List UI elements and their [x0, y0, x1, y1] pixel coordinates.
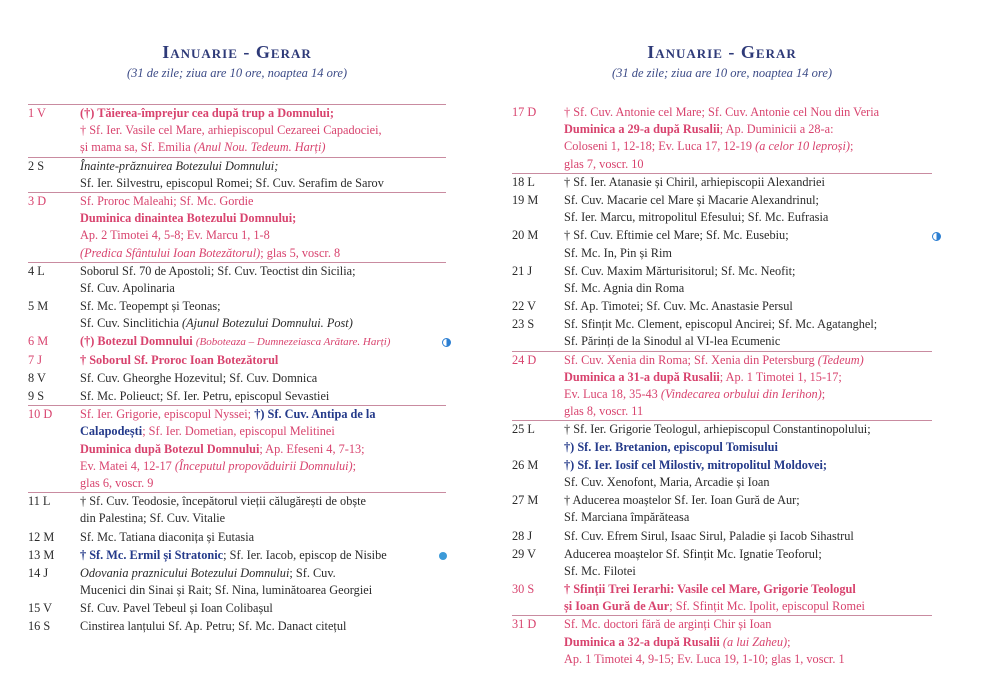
day-entry-22 [512, 298, 932, 316]
day-label: 16 S [28, 619, 51, 634]
entry-text: Sf. Cuv. Apolinaria [80, 280, 175, 295]
day-label: 7 J [28, 352, 43, 367]
entry-text: glas 8, voscr. 11 [564, 404, 644, 419]
day-label: 19 M [512, 192, 539, 207]
entry-text: Sf. Mc. Filotei [564, 563, 636, 578]
entry-text: †) Sf. Ier. Iosif cel Milostiv, mitropolitul Moldovei; [564, 457, 827, 472]
entry-note: (Vindecarea orbului din Ierihon) [660, 387, 822, 401]
day-label: 24 D [512, 352, 537, 367]
entry-text: Sf. Cuv. Xenia din Roma; Sf. Xenia din Petersburg [564, 352, 818, 367]
day-label: 20 M [512, 228, 539, 243]
entry-text: ; Sf. Cuv. [289, 565, 336, 580]
entry-text: Sf. Sfințit Mc. Clement, episcopul Ancirei; Sf. Mc. Agatanghel; [564, 317, 878, 332]
entry-text: Duminica dinaintea Botezului Domnului; [80, 211, 297, 226]
day-label: 26 M [512, 457, 539, 472]
entry-text: glas 6, voscr. 9 [80, 475, 154, 490]
entry-text: și Ioan Gură de Aur [564, 599, 670, 614]
left-month-title: Ianuarie - Gerar [162, 42, 312, 62]
entry-text: Sf. Mc. In, Pin și Rim [564, 245, 672, 260]
day-entry-30 [512, 581, 932, 616]
day-label: 3 D [28, 193, 47, 208]
entry-text: ; [821, 387, 826, 401]
entry-text: Ev. Luca 18, 35-43 [564, 387, 661, 401]
day-label: 28 J [512, 528, 533, 543]
entry-text: † Soborul Sf. Proroc Ioan Botezătorul [80, 352, 279, 367]
entry-text: Sf. Cuv. Macarie cel Mare și Macarie Alexandrinul; [564, 192, 819, 207]
entry-note: (Începutul propovăduirii Domnului) [174, 458, 353, 473]
entry-text: †) Sf. Ier. Bretanion, episcopul Tomisului [564, 439, 778, 454]
entry-text: Duminica după Botezul Domnului [80, 441, 260, 456]
entry-note: (Boboteaza – Dumnezeiasca Arătare. Harți) [195, 336, 391, 349]
entry-text: ; Ap. Efeseni 4, 7-13; [259, 441, 365, 456]
day-label: 30 S [512, 582, 535, 597]
entry-text: Duminica a 32-a după Rusalii [564, 634, 723, 649]
entry-text: †) Sf. Cuv. Antipa de la [254, 407, 376, 422]
entry-text: Sf. Mc. doctori fără de arginți Chir și Ioan [564, 617, 772, 632]
entry-text: Sf. Ier. Silvestru, episcopul Romei; Sf. Cuv. Serafim de Sarov [80, 175, 384, 190]
entry-text: din Palestina; Sf. Cuv. Vitalie [80, 511, 226, 526]
entry-text: Ev. Matei 4, 12-17 [80, 458, 175, 473]
day-label: 15 V [28, 601, 53, 616]
day-label: 5 M [28, 299, 49, 314]
day-label: 6 M [28, 334, 49, 349]
day-entry-11 [28, 493, 446, 528]
day-entry-10 [28, 406, 446, 493]
day-entry-5 [28, 298, 446, 333]
entry-note: (Ajunul Botezului Domnului. Post) [182, 316, 353, 331]
entry-text: † Sf. Mc. Ermil și Stratonic [80, 547, 224, 562]
day-label: 17 D [512, 105, 537, 119]
entry-note: (a lui Zaheu) [722, 634, 788, 649]
day-label: 18 L [512, 174, 535, 189]
entry-note: (Tedeum) [817, 352, 864, 367]
entry-text: Sf. Proroc Maleahi; Sf. Mc. Gordie [80, 193, 254, 208]
entry-text: ; Sf. Ier. Iacob, episcop de Nisibe [223, 547, 387, 562]
day-entry-1 [28, 104, 446, 158]
day-entry-28 [512, 528, 932, 546]
entry-text: Aducerea moaștelor Sf. Sfințit Mc. Ignatie Teoforul; [564, 546, 822, 561]
day-label: 2 S [28, 158, 45, 173]
entry-text: Sf. Ap. Timotei; Sf. Cuv. Mc. Anastasie Persul [564, 299, 793, 314]
entry-text: ; glas 5, voscr. 8 [260, 245, 341, 260]
entry-text: Ap. 2 Timotei 4, 5-8; Ev. Marcu 1, 1-8 [80, 228, 270, 243]
day-entry-24 [512, 352, 932, 422]
entry-text: Înainte-prăznuirea Botezului Domnului; [80, 158, 279, 173]
day-entry-4 [28, 263, 446, 298]
entry-text: ; [787, 634, 791, 649]
day-entry-27 [512, 492, 932, 527]
entry-text: Sf. Cuv. Maxim Mărturisitorul; Sf. Mc. Neofit; [564, 263, 796, 278]
entry-text: Sf. Cuv. Efrem Sirul, Isaac Sirul, Paladie și Iacob Sihastrul [564, 528, 854, 543]
entry-text: ; Ap. Duminicii a 28-a: [719, 122, 834, 137]
entry-text: glas 7, voscr. 10 [564, 156, 644, 171]
entry-text: Cinstirea lanțului Sf. Ap. Petru; Sf. Mc. Danact citețul [80, 619, 347, 634]
entry-text: ; Ap. 1 Timotei 1, 15-17; [719, 369, 842, 384]
day-label: 8 V [28, 370, 46, 385]
day-label: 9 S [28, 389, 45, 403]
entry-text: ; Sf. Sfințit Mc. Ipolit, episcopul Romei [669, 599, 865, 614]
entry-note: (a celor 10 leproși) [755, 139, 850, 154]
day-entry-26 [512, 457, 932, 492]
entry-text: † Sf. Cuv. Teodosie, începătorul vieții călugărești de obște [80, 494, 366, 509]
entry-note: (Anul Nou. Tedeum. Harți) [193, 140, 326, 155]
entry-text: † Sf. Ier. Atanasie și Chiril, arhiepiscopii Alexandriei [564, 174, 825, 189]
entry-text: și mama sa, Sf. Emilia [80, 140, 194, 155]
entry-text: ; Sf. Ier. Dometian, episcopul Melitinei [142, 424, 335, 439]
entry-text: Sf. Mc. Polieuct; Sf. Ier. Petru, episcopul Sevastiei [80, 389, 330, 403]
entry-text: Sf. Ier. Marcu, mitropolitul Efesului; Sf. Mc. Eufrasia [564, 210, 829, 225]
first-quarter-moon-icon [442, 338, 451, 347]
day-entry-8 [28, 370, 446, 388]
day-label: 23 S [512, 317, 535, 332]
day-entry-3 [28, 193, 446, 263]
entry-text: Duminica a 31-a după Rusalii [564, 369, 720, 384]
entry-note: (Predica Sfântului Ioan Botezătorul) [80, 245, 261, 260]
full-moon-icon [439, 552, 447, 560]
day-label: 12 M [28, 529, 55, 544]
entry-text: Odovania praznicului Botezului Domnului [80, 565, 290, 580]
day-entry-13 [28, 547, 446, 565]
day-entry-21 [512, 263, 932, 298]
entry-text: (†) Tăierea-împrejur cea după trup a Domnului; [80, 106, 334, 120]
day-entry-2 [28, 158, 446, 193]
day-entry-20 [512, 227, 932, 262]
day-label: 13 M [28, 547, 55, 562]
day-label: 11 L [28, 494, 51, 509]
day-entry-9 [28, 388, 446, 406]
entry-text: Sf. Cuv. Xenofont, Maria, Arcadie și Ioan [564, 474, 770, 489]
entry-text: Coloseni 1, 12-18; Ev. Luca 17, 12-19 [564, 139, 756, 154]
day-entry-23 [512, 316, 932, 351]
day-label: 25 L [512, 422, 535, 437]
entry-text: † Sfinții Trei Ierarhi: Vasile cel Mare, Grigorie Teologul [564, 582, 856, 597]
entry-text: Ap. 1 Timotei 4, 9-15; Ev. Luca 19, 1-10; glas 1, voscr. 1 [564, 651, 845, 666]
day-entry-25 [512, 421, 932, 456]
entry-text: Sf. Ier. Grigorie, episcopul Nyssei; [80, 407, 255, 422]
day-label: 14 J [28, 565, 49, 580]
entry-text: (†) Botezul Domnului [80, 334, 196, 349]
day-entry-31 [512, 616, 932, 669]
entry-text: ; [352, 458, 357, 473]
day-label: 1 V [28, 106, 46, 120]
entry-text: Sf. Mc. Teopempt și Teonas; [80, 299, 221, 314]
entry-text: ; [849, 139, 854, 154]
entry-text: Sf. Mc. Agnia din Roma [564, 280, 685, 295]
day-label: 22 V [512, 299, 537, 314]
day-entry-6 [28, 333, 446, 351]
entry-text: Duminica a 29-a după Rusalii [564, 122, 720, 137]
day-label: 10 D [28, 407, 53, 422]
day-label: 27 M [512, 493, 539, 508]
day-entry-7 [28, 352, 446, 370]
day-label: 21 J [512, 263, 533, 278]
entry-text: † Sf. Cuv. Eftimie cel Mare; Sf. Mc. Eusebiu; [564, 228, 789, 243]
day-entry-12 [28, 529, 446, 547]
entry-text: Soborul Sf. 70 de Apostoli; Sf. Cuv. Teoctist din Sicilia; [80, 263, 356, 278]
day-label: 31 D [512, 617, 537, 632]
left-day-list [28, 104, 446, 637]
right-month-subtitle: (31 de zile; ziua are 10 ore, noaptea 14 ore) [611, 66, 833, 80]
entry-text: Calapodești [80, 424, 143, 439]
entry-text: Sf. Mc. Tatiana diaconița și Eutasia [80, 529, 255, 544]
day-label: 29 V [512, 546, 537, 561]
day-label: 4 L [28, 263, 45, 278]
entry-text: † Aducerea moaștelor Sf. Ier. Ioan Gură de Aur; [564, 493, 800, 508]
day-entry-29 [512, 546, 932, 581]
entry-text: Mucenici din Sinai și Rait; Sf. Nina, luminătoarea Georgiei [80, 583, 373, 598]
day-entry-19 [512, 192, 932, 227]
entry-text: Sf. Cuv. Sinclitichia [80, 316, 183, 331]
entry-text: † Sf. Ier. Grigorie Teologul, arhiepiscopul Constantinopolului; [564, 422, 871, 437]
entry-text: Sf. Cuv. Pavel Tebeul și Ioan Colibașul [80, 601, 273, 616]
last-quarter-moon-icon [932, 232, 941, 241]
day-entry-14 [28, 565, 446, 600]
entry-text: † Sf. Ier. Vasile cel Mare, arhiepiscopul Cezareei Capadociei, [80, 123, 382, 138]
right-month-title: Ianuarie - Gerar [647, 42, 797, 62]
day-entry-15 [28, 600, 446, 618]
entry-text: Sf. Marciana împărăteasa [564, 510, 690, 525]
left-month-subtitle: (31 de zile; ziua are 10 ore, noaptea 14 ore) [126, 66, 348, 80]
day-entry-16 [28, 618, 446, 636]
right-day-list [512, 104, 932, 669]
day-entry-17 [512, 104, 932, 174]
entry-text: Sf. Cuv. Gheorghe Hozevitul; Sf. Cuv. Domnica [80, 370, 318, 385]
entry-text: † Sf. Cuv. Antonie cel Mare; Sf. Cuv. Antonie cel Nou din Veria [564, 105, 880, 119]
day-entry-18 [512, 174, 932, 192]
entry-text: Sf. Părinți de la Sinodul al VI-lea Ecumenic [564, 334, 781, 349]
